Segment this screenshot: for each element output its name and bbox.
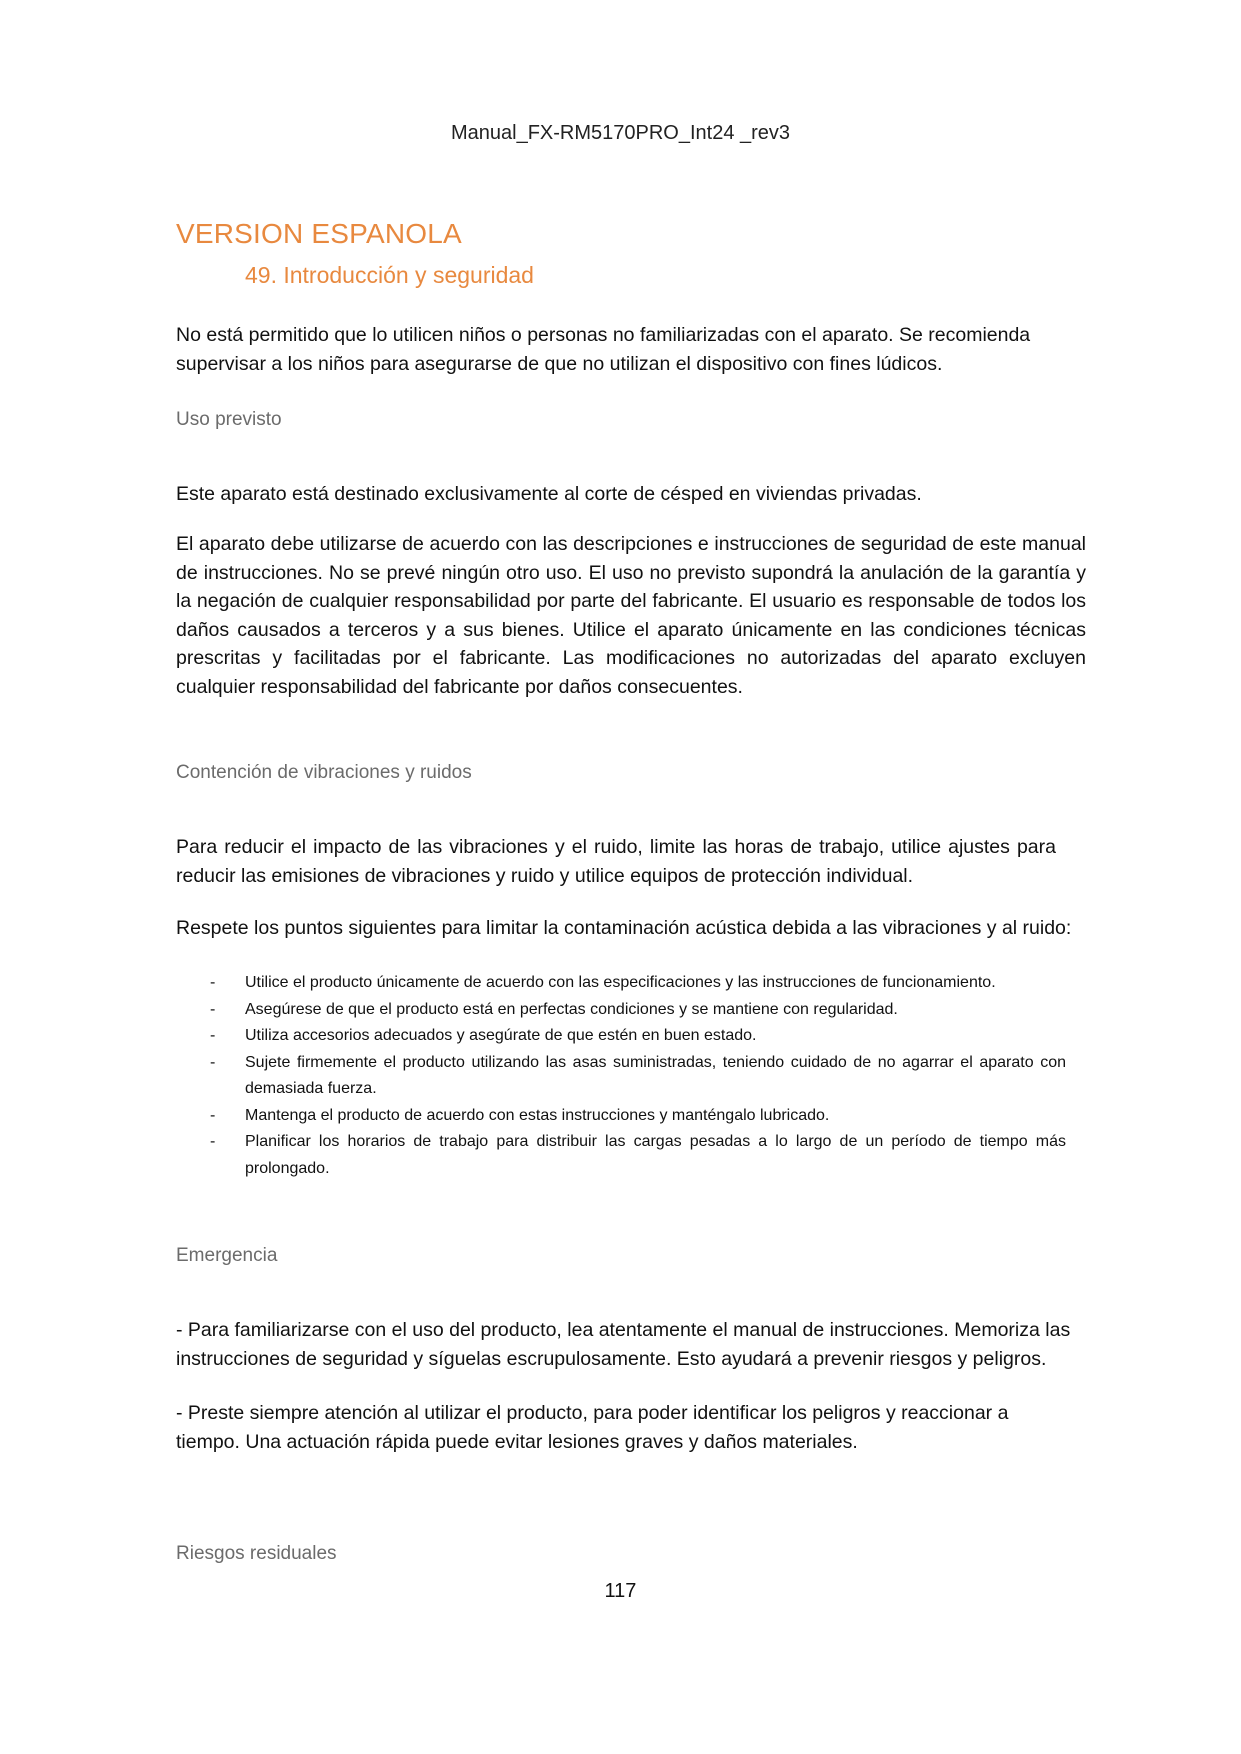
emergencia-paragraph-2: - Preste siempre atención al utilizar el producto, para poder identificar los peligros y reaccionar a tiempo. Una actuación rápida puede evitar lesiones graves y daños materiales.	[176, 1402, 1009, 1453]
vibraciones-paragraph-2: Respete los puntos siguientes para limitar la contaminación acústica debida a las vibraciones y al ruido:	[176, 917, 1072, 939]
intro-paragraph: No está permitido que lo utilicen niños o personas no familiarizadas con el aparato. Se recomienda supervisar a los niños para asegurarse de que no utilizan el dispositivo con fines lúdicos.	[176, 324, 1031, 375]
bullet-dash: -	[210, 1027, 216, 1044]
vibraciones-list	[176, 970, 1066, 1182]
section-title: VERSION ESPANOLA	[176, 218, 462, 249]
list-item: - Sujete firmemente el producto utilizando las asas suministradas, teniendo cuidado de no agarrar el aparato con demasiada fuerza.	[176, 1050, 1066, 1103]
bullet-dash: -	[210, 974, 216, 991]
riesgos-heading: Riesgos residuales	[176, 1543, 337, 1564]
section-subtitle: 49. Introducción y seguridad	[245, 262, 534, 288]
emergencia-paragraph-1: - Para familiarizarse con el uso del producto, lea atentamente el manual de instrucciones. Memoriza las instrucciones de seguridad y síguelas escrupulosamente. Esto ayudará a prevenir riesgos y peligros.	[176, 1319, 1071, 1370]
list-item: - Planificar los horarios de trabajo para distribuir las cargas pesadas a lo largo de un período de tiempo más prolongado.	[176, 1129, 1066, 1182]
vibraciones-paragraph-1: Para reducir el impacto de las vibraciones y el ruido, limite las horas de trabajo, utilice ajustes para reducir las emisiones de vibraciones y ruido y utilice equipos de protección individual.	[176, 836, 1056, 887]
document-header: Manual_FX-RM5170PRO_Int24 _rev3	[450, 122, 791, 144]
page-number: 117	[604, 1580, 637, 1602]
list-item: - Mantenga el producto de acuerdo con estas instrucciones y manténgalo lubricado.	[176, 1103, 1066, 1130]
list-item: - Utilice el producto únicamente de acuerdo con las especificaciones y las instrucciones de funcionamiento.	[176, 970, 1066, 997]
bullet-dash: -	[210, 1053, 216, 1071]
vibraciones-heading: Contención de vibraciones y ruidos	[176, 762, 472, 783]
emergencia-heading: Emergencia	[176, 1245, 278, 1266]
bullet-dash: -	[210, 1000, 216, 1018]
uso-previsto-heading: Uso previsto	[176, 409, 282, 430]
bullet-dash: -	[210, 1106, 216, 1124]
list-item: - Asegúrese de que el producto está en perfectas condiciones y se mantiene con regularidad.	[176, 997, 1066, 1024]
bullet-dash: -	[210, 1133, 216, 1150]
uso-previsto-paragraph-1: Este aparato está destinado exclusivamente al corte de césped en viviendas privadas.	[176, 483, 922, 505]
list-item: - Utiliza accesorios adecuados y asegúrate de que estén en buen estado.	[176, 1023, 1066, 1050]
uso-previsto-paragraph-2: El aparato debe utilizarse de acuerdo con las descripciones e instrucciones de seguridad de este manual de instrucciones. No se prevé ningún otro uso. El uso no previsto supondrá la anulación de la garantía y la negación de cualquier responsabilidad por parte del fabricante. El usuario es responsable de todos los daños causados a terceros y a sus bienes. Utilice el aparato únicamente en las condiciones técnicas prescritas y facilitadas por el fabricante. Las modificaciones no autorizadas del aparato excluyen cualquier responsabilidad del fabricante por daños consecuentes.	[176, 533, 1086, 698]
